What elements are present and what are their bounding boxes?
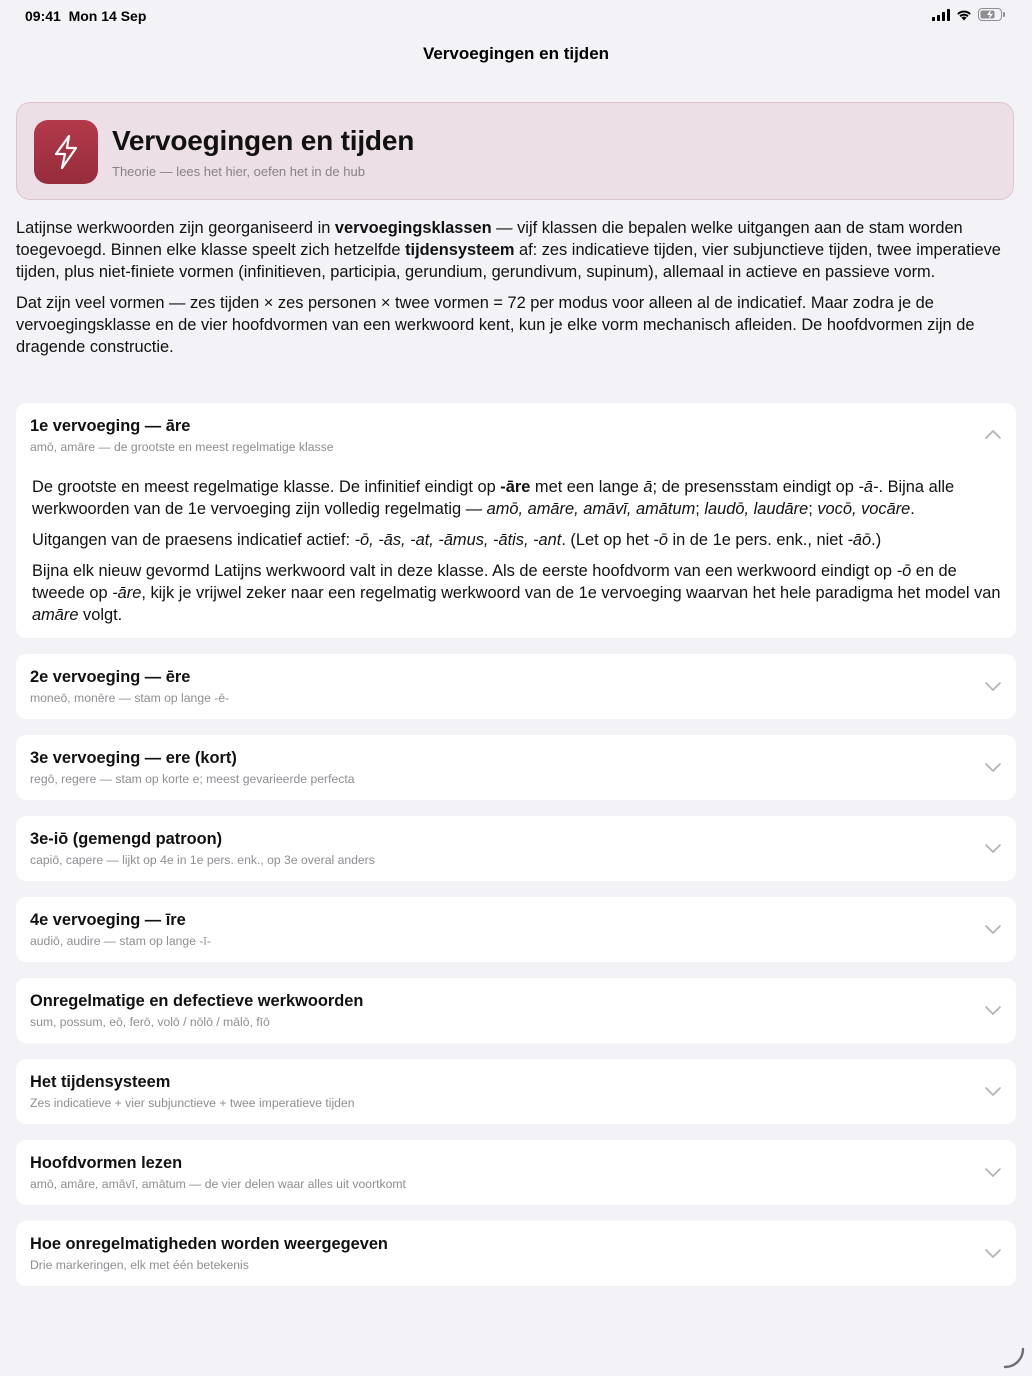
term-vervoegingsklassen: vervoegingsklassen: [334, 219, 492, 237]
text: . (Let op het: [561, 531, 654, 549]
section-subtitle: Zes indicatieve + vier subjunctieve + twee imperatieve tijden: [30, 1096, 355, 1110]
text: laudō, laudāre: [704, 500, 809, 518]
text: met een lange: [530, 478, 644, 496]
text: ā: [643, 478, 653, 496]
section-subtitle: amō, amāre, amāvī, amātum — de vier delen waar alles uit voortkomt: [30, 1177, 406, 1191]
section-4e-vervoeging[interactable]: [16, 897, 1016, 962]
section-tijdensysteem[interactable]: [16, 1059, 1016, 1124]
section-onregelmatigheden-weergave[interactable]: [16, 1221, 1016, 1286]
text: -āō: [847, 531, 872, 549]
chevron-down-icon: [984, 1246, 1002, 1260]
intro-paragraph-2: Dat zijn veel vormen — zes tijden × zes personen × twee vormen = 72 per modus voor alleen al de indicatief. Maar zodra je de vervoegingsklasse en de vier hoofdvormen van een werkwoord kent, kun je elke vorm mechanisch afleiden. De hoofdvormen zijn de dragende constructie.: [16, 294, 975, 356]
text: .: [910, 500, 915, 518]
section-title: Onregelmatige en defectieve werkwoorden: [30, 992, 364, 1010]
chevron-down-icon: [984, 1084, 1002, 1098]
section-subtitle: amō, amāre — de grootste en meest regelmatige klasse: [30, 440, 334, 454]
body-paragraph-2: [32, 529, 1002, 551]
wifi-icon: [956, 9, 972, 21]
nav-title: Vervoegingen en tijden: [422, 44, 610, 63]
section-title: 4e vervoeging — īre: [30, 911, 186, 929]
text: -āre: [500, 478, 531, 496]
text: -ō: [896, 562, 912, 580]
section-body: [32, 476, 1002, 635]
section-title: 1e vervoeging — āre: [30, 417, 191, 435]
section-subtitle: moneō, monēre — stam op lange -ē-: [30, 691, 230, 705]
term-tijdensysteem: tijdensysteem: [405, 241, 515, 259]
text: -ā-: [858, 478, 879, 496]
section-title: Het tijdensysteem: [30, 1073, 171, 1091]
section-subtitle: Drie markeringen, elk met één betekenis: [30, 1258, 249, 1272]
section-3e-io[interactable]: [16, 816, 1016, 881]
section-onregelmatige-werkwoorden[interactable]: [16, 978, 1016, 1043]
text: Latijnse werkwoorden zijn georganiseerd in: [16, 219, 335, 237]
section-subtitle: audiō, audire — stam op lange -ī-: [30, 934, 211, 948]
status-icons: [932, 8, 1006, 21]
section-title: 3e-iō (gemengd patroon): [30, 830, 223, 848]
hero-title: Vervoegingen en tijden: [112, 125, 415, 156]
text: volgt.: [78, 606, 123, 624]
chevron-down-icon: [984, 679, 1002, 693]
status-time: [25, 8, 146, 24]
text: ;: [808, 500, 818, 518]
chevron-down-icon: [984, 1165, 1002, 1179]
section-hoofdvormen-lezen[interactable]: [16, 1140, 1016, 1205]
hero-banner: [16, 102, 1014, 200]
chevron-down-icon: [984, 760, 1002, 774]
text: amō, amāre, amāvī, amātum: [486, 500, 696, 518]
body-paragraph-1: [32, 476, 1002, 520]
text: amāre: [32, 606, 79, 624]
text: Uitgangen van de praesens indicatief actief:: [32, 531, 355, 549]
cellular-signal-icon: [932, 9, 950, 21]
section-title: Hoofdvormen lezen: [30, 1154, 183, 1172]
text: De grootste en meest regelmatige klasse. De infinitief eindigt op: [32, 478, 501, 496]
section-title: 2e vervoeging — ēre: [30, 668, 191, 686]
bolt-icon: [34, 120, 98, 184]
section-subtitle: sum, possum, eō, ferō, volō / nōlō / mālō, fīō: [30, 1015, 270, 1029]
text: -ō, -ās, -at, -āmus, -ātis, -ant: [354, 531, 562, 549]
text: ;: [695, 500, 705, 518]
chevron-down-icon: [984, 841, 1002, 855]
text: , kijk je vrijwel zeker naar een regelmatig werkwoord van de 1e vervoeging waarvan het hele paradigma het model van: [141, 584, 1001, 602]
date: Mon 14 Sep: [68, 8, 147, 24]
section-1e-vervoeging: [16, 403, 1016, 638]
chevron-up-icon: [984, 428, 1002, 442]
body-paragraph-3: [32, 560, 1002, 626]
status-bar: [0, 0, 1032, 32]
text: .): [871, 531, 882, 549]
text: Bijna elk nieuw gevormd Latijns werkwoord valt in deze klasse. Als de eerste hoofdvorm van een werkwoord eindigt op: [32, 562, 897, 580]
text: ; de presensstam eindigt op: [652, 478, 859, 496]
text: -āre: [112, 584, 142, 602]
text: vocō, vocāre: [817, 500, 911, 518]
intro-text: [16, 217, 1016, 367]
text: . Bijna alle werkwoorden van de 1e vervoeging zijn volledig regelmatig —: [32, 478, 955, 518]
section-header[interactable]: [16, 403, 1016, 467]
section-subtitle: regō, regere — stam op korte e; meest gevarieerde perfecta: [30, 772, 355, 786]
section-3e-vervoeging[interactable]: [16, 735, 1016, 800]
clock: 09:41: [25, 8, 61, 24]
text: en de tweede op: [32, 562, 957, 602]
resize-corner-icon[interactable]: [1002, 1346, 1026, 1370]
chevron-down-icon: [984, 922, 1002, 936]
text: — vijf klassen die bepalen welke uitgangen aan de stam worden toegevoegd. Binnen elke klasse speelt zich hetzelfde: [16, 219, 963, 259]
battery-charging-icon: [978, 8, 1006, 21]
chevron-down-icon: [984, 1003, 1002, 1017]
text: af: zes indicatieve tijden, vier subjunctieve tijden, twee imperatieve tijden, plus niet-finiete vormen (infinitieven, participia, gerundium, gerundivum, supinum), allemaal in actieve en passieve vorm.: [16, 241, 1001, 281]
hero-subtitle: Theorie — lees het hier, oefen het in de hub: [112, 164, 365, 179]
intro-paragraph-1: [16, 217, 1016, 283]
section-title: 3e vervoeging — ere (kort): [30, 749, 237, 767]
section-2e-vervoeging[interactable]: [16, 654, 1016, 719]
text: -ō: [653, 531, 668, 549]
text: in de 1e pers. enk., niet: [667, 531, 848, 549]
section-title: Hoe onregelmatigheden worden weergegeven: [30, 1235, 388, 1253]
section-subtitle: capiō, capere — lijkt op 4e in 1e pers. enk., op 3e overal anders: [30, 853, 375, 867]
